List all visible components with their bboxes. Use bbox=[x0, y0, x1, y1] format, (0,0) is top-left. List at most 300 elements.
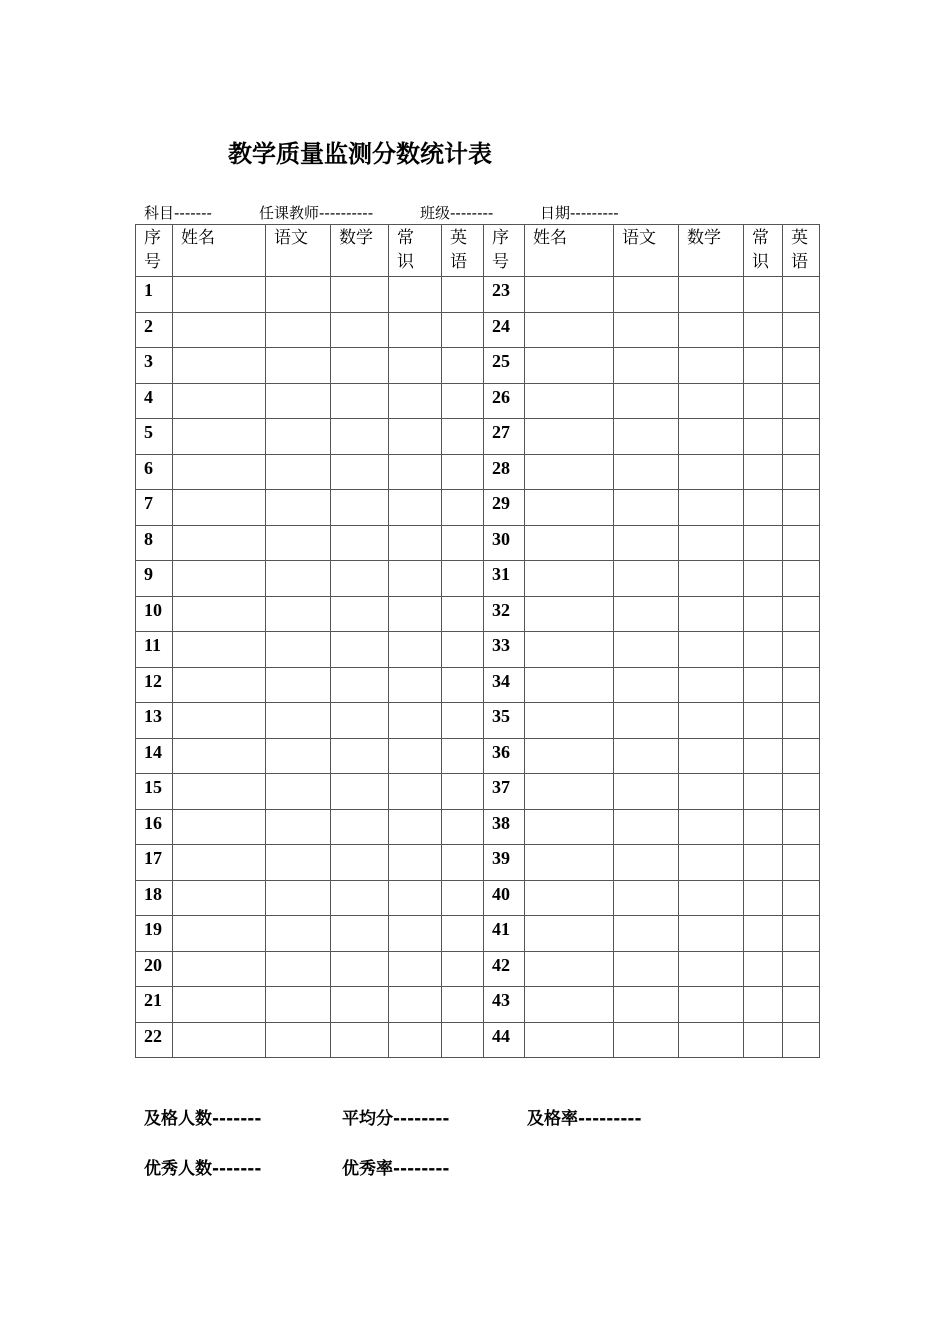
table-row bbox=[136, 809, 820, 845]
seq-cell: 36 bbox=[484, 738, 525, 774]
score-cell[interactable] bbox=[266, 419, 331, 455]
table-row bbox=[136, 561, 820, 597]
excellent-count-field: 优秀人数------- bbox=[144, 1159, 262, 1179]
score-cell[interactable] bbox=[173, 738, 266, 774]
score-cell[interactable] bbox=[614, 916, 679, 952]
score-cell[interactable] bbox=[783, 596, 820, 632]
score-cell[interactable] bbox=[442, 419, 484, 455]
score-cell[interactable] bbox=[266, 916, 331, 952]
score-cell[interactable] bbox=[266, 880, 331, 916]
score-cell[interactable] bbox=[442, 738, 484, 774]
score-cell[interactable] bbox=[266, 454, 331, 490]
score-cell[interactable] bbox=[389, 845, 442, 881]
seq-cell: 6 bbox=[136, 454, 173, 490]
score-cell[interactable] bbox=[614, 774, 679, 810]
score-cell[interactable] bbox=[173, 951, 266, 987]
score-cell[interactable] bbox=[442, 348, 484, 384]
score-cell[interactable] bbox=[679, 916, 744, 952]
score-cell[interactable] bbox=[525, 632, 614, 668]
score-cell[interactable] bbox=[783, 809, 820, 845]
score-cell[interactable] bbox=[614, 596, 679, 632]
seq-cell: 11 bbox=[136, 632, 173, 668]
score-cell[interactable] bbox=[679, 809, 744, 845]
score-cell[interactable] bbox=[389, 632, 442, 668]
table-row bbox=[136, 774, 820, 810]
score-cell[interactable] bbox=[744, 880, 783, 916]
score-cell[interactable] bbox=[266, 774, 331, 810]
header-name: 姓名 bbox=[525, 225, 614, 277]
score-cell[interactable] bbox=[614, 667, 679, 703]
score-cell[interactable] bbox=[525, 383, 614, 419]
score-cell[interactable] bbox=[744, 845, 783, 881]
class-field: 班级-------- bbox=[420, 204, 494, 222]
score-cell[interactable] bbox=[266, 561, 331, 597]
score-cell[interactable] bbox=[389, 490, 442, 526]
score-cell[interactable] bbox=[266, 383, 331, 419]
page-title: 教学质量监测分数统计表 bbox=[228, 140, 492, 168]
score-cell[interactable] bbox=[744, 525, 783, 561]
score-cell[interactable] bbox=[389, 774, 442, 810]
score-cell[interactable] bbox=[331, 383, 389, 419]
score-cell[interactable] bbox=[525, 525, 614, 561]
seq-cell: 30 bbox=[484, 525, 525, 561]
score-cell[interactable] bbox=[679, 987, 744, 1023]
score-cell[interactable] bbox=[679, 738, 744, 774]
seq-cell: 10 bbox=[136, 596, 173, 632]
score-cell[interactable] bbox=[744, 632, 783, 668]
score-cell[interactable] bbox=[679, 348, 744, 384]
subject-field: 科目------- bbox=[144, 204, 212, 222]
score-cell[interactable] bbox=[331, 880, 389, 916]
score-cell[interactable] bbox=[744, 454, 783, 490]
header-chinese: 语文 bbox=[614, 225, 679, 277]
score-cell[interactable] bbox=[525, 312, 614, 348]
score-cell[interactable] bbox=[614, 454, 679, 490]
score-cell[interactable] bbox=[442, 1022, 484, 1058]
seq-cell: 35 bbox=[484, 703, 525, 739]
score-cell[interactable] bbox=[173, 809, 266, 845]
seq-cell: 32 bbox=[484, 596, 525, 632]
score-cell[interactable] bbox=[679, 845, 744, 881]
score-cell[interactable] bbox=[331, 277, 389, 313]
header-english: 英 语 bbox=[442, 225, 484, 277]
score-cell[interactable] bbox=[744, 738, 783, 774]
seq-cell: 23 bbox=[484, 277, 525, 313]
score-cell[interactable] bbox=[173, 916, 266, 952]
score-cell[interactable] bbox=[614, 383, 679, 419]
score-cell[interactable] bbox=[679, 703, 744, 739]
seq-cell: 29 bbox=[484, 490, 525, 526]
score-cell[interactable] bbox=[525, 1022, 614, 1058]
score-cell[interactable] bbox=[744, 667, 783, 703]
score-cell[interactable] bbox=[331, 561, 389, 597]
score-cell[interactable] bbox=[442, 987, 484, 1023]
score-cell[interactable] bbox=[614, 490, 679, 526]
score-cell[interactable] bbox=[173, 561, 266, 597]
score-cell[interactable] bbox=[783, 703, 820, 739]
score-cell[interactable] bbox=[614, 809, 679, 845]
seq-cell: 19 bbox=[136, 916, 173, 952]
score-cell[interactable] bbox=[744, 916, 783, 952]
score-cell[interactable] bbox=[614, 738, 679, 774]
score-cell[interactable] bbox=[783, 987, 820, 1023]
score-cell[interactable] bbox=[614, 561, 679, 597]
score-cell[interactable] bbox=[614, 348, 679, 384]
table-row bbox=[136, 880, 820, 916]
score-cell[interactable] bbox=[389, 525, 442, 561]
score-cell[interactable] bbox=[442, 845, 484, 881]
score-cell[interactable] bbox=[525, 667, 614, 703]
score-cell[interactable] bbox=[525, 951, 614, 987]
score-cell[interactable] bbox=[442, 632, 484, 668]
score-cell[interactable] bbox=[266, 667, 331, 703]
score-cell[interactable] bbox=[744, 490, 783, 526]
score-cell[interactable] bbox=[389, 419, 442, 455]
score-cell[interactable] bbox=[525, 348, 614, 384]
score-cell[interactable] bbox=[442, 916, 484, 952]
score-cell[interactable] bbox=[783, 348, 820, 384]
excellent-rate-field: 优秀率-------- bbox=[342, 1159, 450, 1179]
score-cell[interactable] bbox=[442, 561, 484, 597]
seq-cell: 12 bbox=[136, 667, 173, 703]
score-cell[interactable] bbox=[389, 596, 442, 632]
score-cell[interactable] bbox=[389, 312, 442, 348]
score-cell[interactable] bbox=[679, 774, 744, 810]
score-cell[interactable] bbox=[331, 312, 389, 348]
score-cell[interactable] bbox=[173, 774, 266, 810]
score-cell[interactable] bbox=[442, 774, 484, 810]
header-seq: 序 号 bbox=[136, 225, 173, 277]
seq-cell: 43 bbox=[484, 987, 525, 1023]
score-cell[interactable] bbox=[744, 951, 783, 987]
score-cell[interactable] bbox=[525, 490, 614, 526]
score-cell[interactable] bbox=[331, 525, 389, 561]
seq-cell: 15 bbox=[136, 774, 173, 810]
score-cell[interactable] bbox=[266, 596, 331, 632]
score-cell[interactable] bbox=[614, 632, 679, 668]
score-cell[interactable] bbox=[389, 383, 442, 419]
score-table bbox=[135, 224, 820, 1058]
table-row bbox=[136, 667, 820, 703]
score-cell[interactable] bbox=[744, 277, 783, 313]
seq-cell: 41 bbox=[484, 916, 525, 952]
score-cell[interactable] bbox=[442, 880, 484, 916]
score-cell[interactable] bbox=[783, 561, 820, 597]
score-cell[interactable] bbox=[173, 1022, 266, 1058]
score-cell[interactable] bbox=[331, 419, 389, 455]
score-cell[interactable] bbox=[525, 596, 614, 632]
score-cell[interactable] bbox=[525, 703, 614, 739]
table-row bbox=[136, 987, 820, 1023]
score-cell[interactable] bbox=[331, 774, 389, 810]
score-cell[interactable] bbox=[331, 596, 389, 632]
score-cell[interactable] bbox=[442, 525, 484, 561]
score-cell[interactable] bbox=[525, 561, 614, 597]
score-cell[interactable] bbox=[783, 774, 820, 810]
score-cell[interactable] bbox=[442, 951, 484, 987]
header-seq: 序 号 bbox=[484, 225, 525, 277]
teacher-field: 任课教师---------- bbox=[259, 204, 374, 222]
score-cell[interactable] bbox=[173, 880, 266, 916]
score-cell[interactable] bbox=[783, 277, 820, 313]
seq-cell: 42 bbox=[484, 951, 525, 987]
score-cell[interactable] bbox=[783, 916, 820, 952]
seq-cell: 26 bbox=[484, 383, 525, 419]
date-field: 日期--------- bbox=[540, 204, 619, 222]
score-cell[interactable] bbox=[679, 490, 744, 526]
seq-cell: 7 bbox=[136, 490, 173, 526]
table-row bbox=[136, 348, 820, 384]
score-cell[interactable] bbox=[679, 454, 744, 490]
score-cell[interactable] bbox=[744, 1022, 783, 1058]
score-cell[interactable] bbox=[331, 1022, 389, 1058]
score-cell[interactable] bbox=[744, 703, 783, 739]
score-cell[interactable] bbox=[744, 348, 783, 384]
score-cell[interactable] bbox=[389, 1022, 442, 1058]
score-cell[interactable] bbox=[331, 667, 389, 703]
score-cell[interactable] bbox=[266, 738, 331, 774]
header-math: 数学 bbox=[331, 225, 389, 277]
seq-cell: 2 bbox=[136, 312, 173, 348]
score-cell[interactable] bbox=[614, 987, 679, 1023]
score-cell[interactable] bbox=[525, 454, 614, 490]
score-cell[interactable] bbox=[389, 809, 442, 845]
score-cell[interactable] bbox=[266, 490, 331, 526]
score-cell[interactable] bbox=[525, 987, 614, 1023]
score-cell[interactable] bbox=[173, 987, 266, 1023]
score-cell[interactable] bbox=[442, 490, 484, 526]
score-cell[interactable] bbox=[173, 667, 266, 703]
table-row bbox=[136, 916, 820, 952]
seq-cell: 39 bbox=[484, 845, 525, 881]
score-cell[interactable] bbox=[173, 490, 266, 526]
table-row bbox=[136, 277, 820, 313]
score-cell[interactable] bbox=[744, 419, 783, 455]
seq-cell: 37 bbox=[484, 774, 525, 810]
seq-cell: 1 bbox=[136, 277, 173, 313]
score-cell[interactable] bbox=[679, 419, 744, 455]
score-cell[interactable] bbox=[389, 454, 442, 490]
score-cell[interactable] bbox=[266, 312, 331, 348]
header-name: 姓名 bbox=[173, 225, 266, 277]
score-cell[interactable] bbox=[173, 419, 266, 455]
table-row bbox=[136, 525, 820, 561]
table-row bbox=[136, 454, 820, 490]
score-cell[interactable] bbox=[331, 738, 389, 774]
seq-cell: 20 bbox=[136, 951, 173, 987]
score-cell[interactable] bbox=[389, 916, 442, 952]
score-cell[interactable] bbox=[525, 774, 614, 810]
score-cell[interactable] bbox=[744, 596, 783, 632]
score-cell[interactable] bbox=[744, 774, 783, 810]
table-row bbox=[136, 419, 820, 455]
score-cell[interactable] bbox=[331, 490, 389, 526]
score-cell[interactable] bbox=[525, 880, 614, 916]
seq-cell: 28 bbox=[484, 454, 525, 490]
score-cell[interactable] bbox=[173, 703, 266, 739]
score-cell[interactable] bbox=[173, 845, 266, 881]
score-cell[interactable] bbox=[525, 738, 614, 774]
score-cell[interactable] bbox=[679, 596, 744, 632]
score-cell[interactable] bbox=[614, 277, 679, 313]
seq-cell: 38 bbox=[484, 809, 525, 845]
score-cell[interactable] bbox=[783, 490, 820, 526]
table-row bbox=[136, 738, 820, 774]
score-cell[interactable] bbox=[266, 348, 331, 384]
score-cell[interactable] bbox=[173, 383, 266, 419]
score-cell[interactable] bbox=[389, 951, 442, 987]
seq-cell: 34 bbox=[484, 667, 525, 703]
score-cell[interactable] bbox=[331, 951, 389, 987]
score-cell[interactable] bbox=[679, 1022, 744, 1058]
seq-cell: 4 bbox=[136, 383, 173, 419]
score-cell[interactable] bbox=[744, 561, 783, 597]
score-cell[interactable] bbox=[331, 809, 389, 845]
score-cell[interactable] bbox=[679, 667, 744, 703]
score-cell[interactable] bbox=[525, 809, 614, 845]
score-cell[interactable] bbox=[525, 916, 614, 952]
score-cell[interactable] bbox=[783, 845, 820, 881]
score-cell[interactable] bbox=[442, 667, 484, 703]
score-cell[interactable] bbox=[614, 419, 679, 455]
score-cell[interactable] bbox=[783, 383, 820, 419]
pass-rate-field: 及格率--------- bbox=[527, 1109, 642, 1129]
score-cell[interactable] bbox=[266, 632, 331, 668]
score-cell[interactable] bbox=[442, 312, 484, 348]
header-general: 常 识 bbox=[389, 225, 442, 277]
score-cell[interactable] bbox=[389, 738, 442, 774]
score-cell[interactable] bbox=[525, 277, 614, 313]
score-cell[interactable] bbox=[389, 277, 442, 313]
score-cell[interactable] bbox=[525, 845, 614, 881]
score-cell[interactable] bbox=[679, 880, 744, 916]
score-cell[interactable] bbox=[614, 312, 679, 348]
score-cell[interactable] bbox=[266, 987, 331, 1023]
score-cell[interactable] bbox=[679, 277, 744, 313]
seq-cell: 24 bbox=[484, 312, 525, 348]
score-cell[interactable] bbox=[389, 561, 442, 597]
table-row bbox=[136, 596, 820, 632]
score-cell[interactable] bbox=[614, 951, 679, 987]
score-cell[interactable] bbox=[442, 596, 484, 632]
seq-cell: 9 bbox=[136, 561, 173, 597]
score-cell[interactable] bbox=[173, 596, 266, 632]
score-cell[interactable] bbox=[442, 454, 484, 490]
score-cell[interactable] bbox=[783, 738, 820, 774]
score-cell[interactable] bbox=[679, 951, 744, 987]
seq-cell: 40 bbox=[484, 880, 525, 916]
score-cell[interactable] bbox=[614, 880, 679, 916]
score-cell[interactable] bbox=[783, 454, 820, 490]
score-cell[interactable] bbox=[783, 312, 820, 348]
header-general: 常 识 bbox=[744, 225, 783, 277]
score-cell[interactable] bbox=[331, 987, 389, 1023]
score-cell[interactable] bbox=[266, 703, 331, 739]
table-row bbox=[136, 951, 820, 987]
score-cell[interactable] bbox=[266, 1022, 331, 1058]
score-cell[interactable] bbox=[331, 845, 389, 881]
score-cell[interactable] bbox=[266, 525, 331, 561]
table-row bbox=[136, 703, 820, 739]
score-cell[interactable] bbox=[783, 667, 820, 703]
score-cell[interactable] bbox=[442, 277, 484, 313]
score-cell[interactable] bbox=[331, 632, 389, 668]
table-row bbox=[136, 312, 820, 348]
table-row bbox=[136, 1022, 820, 1058]
average-field: 平均分-------- bbox=[342, 1109, 450, 1129]
score-cell[interactable] bbox=[331, 916, 389, 952]
pass-count-field: 及格人数------- bbox=[144, 1109, 262, 1129]
score-cell[interactable] bbox=[389, 348, 442, 384]
seq-cell: 5 bbox=[136, 419, 173, 455]
score-cell[interactable] bbox=[783, 951, 820, 987]
table-row bbox=[136, 490, 820, 526]
table-row bbox=[136, 383, 820, 419]
seq-cell: 31 bbox=[484, 561, 525, 597]
score-cell[interactable] bbox=[331, 454, 389, 490]
score-cell[interactable] bbox=[266, 845, 331, 881]
header-english: 英 语 bbox=[783, 225, 820, 277]
score-cell[interactable] bbox=[783, 419, 820, 455]
score-cell[interactable] bbox=[173, 454, 266, 490]
score-cell[interactable] bbox=[679, 383, 744, 419]
score-cell[interactable] bbox=[744, 383, 783, 419]
seq-cell: 33 bbox=[484, 632, 525, 668]
score-cell[interactable] bbox=[744, 809, 783, 845]
score-cell[interactable] bbox=[266, 809, 331, 845]
score-cell[interactable] bbox=[173, 348, 266, 384]
seq-cell: 44 bbox=[484, 1022, 525, 1058]
score-cell[interactable] bbox=[442, 809, 484, 845]
score-cell[interactable] bbox=[744, 312, 783, 348]
score-cell[interactable] bbox=[389, 987, 442, 1023]
score-cell[interactable] bbox=[266, 951, 331, 987]
score-cell[interactable] bbox=[389, 667, 442, 703]
score-cell[interactable] bbox=[173, 277, 266, 313]
seq-cell: 21 bbox=[136, 987, 173, 1023]
score-cell[interactable] bbox=[679, 561, 744, 597]
seq-cell: 18 bbox=[136, 880, 173, 916]
score-cell[interactable] bbox=[783, 632, 820, 668]
header-chinese: 语文 bbox=[266, 225, 331, 277]
score-cell[interactable] bbox=[389, 880, 442, 916]
score-cell[interactable] bbox=[614, 1022, 679, 1058]
seq-cell: 14 bbox=[136, 738, 173, 774]
score-cell[interactable] bbox=[442, 703, 484, 739]
score-cell[interactable] bbox=[679, 312, 744, 348]
score-cell[interactable] bbox=[442, 383, 484, 419]
score-cell[interactable] bbox=[389, 703, 442, 739]
seq-cell: 17 bbox=[136, 845, 173, 881]
score-cell[interactable] bbox=[331, 703, 389, 739]
score-cell[interactable] bbox=[783, 880, 820, 916]
score-cell[interactable] bbox=[614, 525, 679, 561]
score-cell[interactable] bbox=[173, 525, 266, 561]
score-cell[interactable] bbox=[783, 525, 820, 561]
score-cell[interactable] bbox=[614, 703, 679, 739]
score-cell[interactable] bbox=[783, 1022, 820, 1058]
score-cell[interactable] bbox=[614, 845, 679, 881]
score-cell[interactable] bbox=[173, 312, 266, 348]
score-cell[interactable] bbox=[679, 632, 744, 668]
score-cell[interactable] bbox=[679, 525, 744, 561]
seq-cell: 13 bbox=[136, 703, 173, 739]
score-cell[interactable] bbox=[744, 987, 783, 1023]
score-cell[interactable] bbox=[266, 277, 331, 313]
score-cell[interactable] bbox=[173, 632, 266, 668]
score-cell[interactable] bbox=[331, 348, 389, 384]
score-cell[interactable] bbox=[525, 419, 614, 455]
